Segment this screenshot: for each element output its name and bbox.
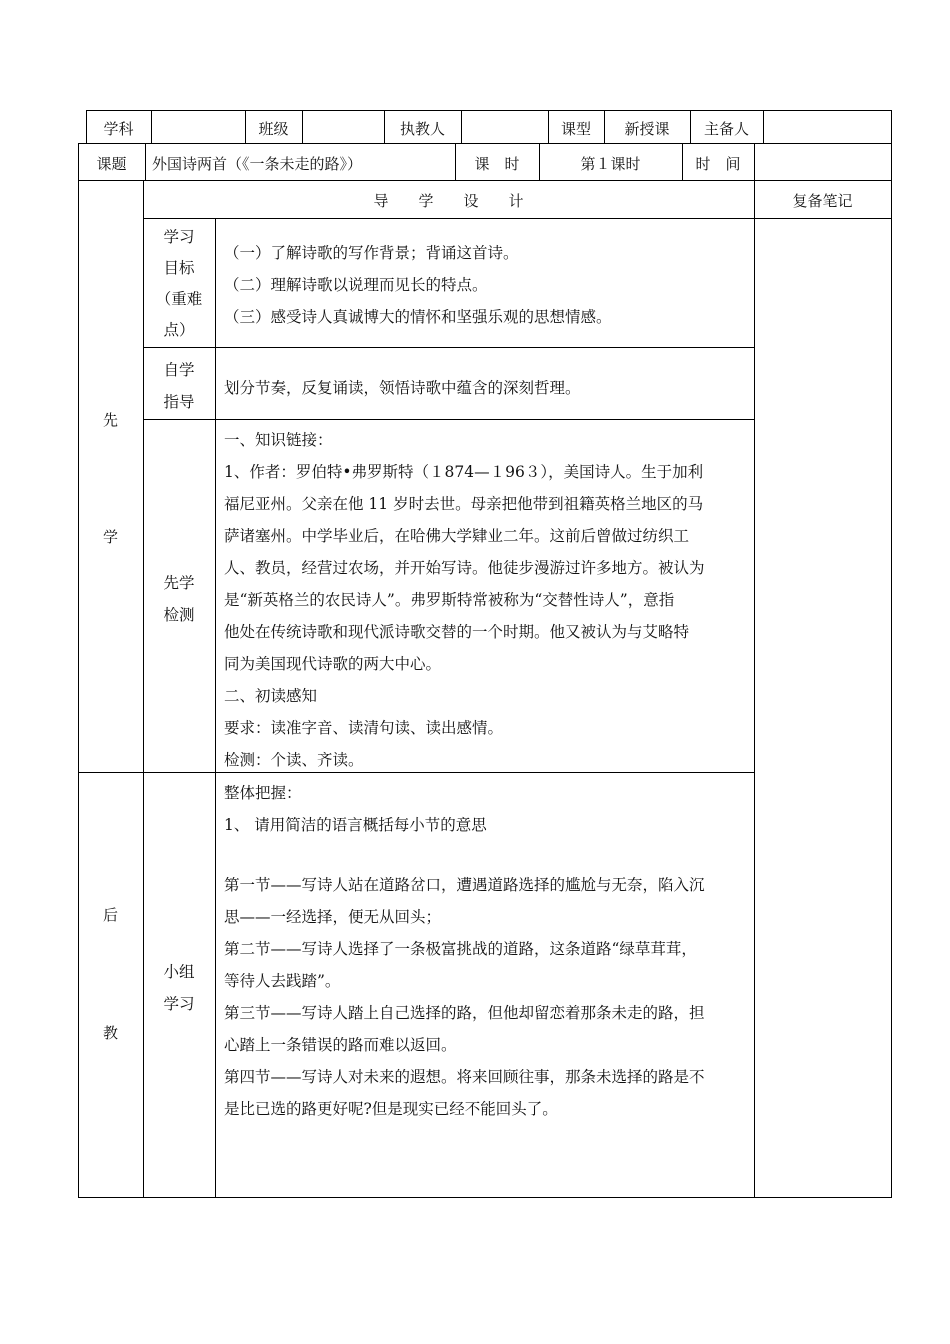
objectives-label: 学习 目标 （重难 点） [155,228,203,339]
sidebar-xian: 先 [102,411,118,429]
period-value: 第１课时 [580,155,641,173]
time-label: 时 间 [695,155,741,173]
teacher-label: 执教人 [399,120,445,138]
text-line: 是“新英格兰的农民诗人”。弗罗斯特常被称为“交替性诗人”，意指 [224,591,675,609]
group-study-intro [224,777,487,841]
group-study-sections [224,869,705,1125]
objectives-list [224,237,612,333]
text-line: 1、 请用简洁的语言概括每小节的意思 [224,816,487,834]
topic-label: 课题 [96,155,127,173]
subject-label: 学科 [103,120,134,138]
text-line: 第四节——写诗人对未来的遐想。将来回顾往事，那条未选择的路是不 [224,1068,705,1086]
text-line: 第三节——写诗人踏上自己选择的路，但他却留恋着那条未走的路，担 [224,1004,705,1022]
period-label: 课 时 [474,155,520,173]
sidebar-jiao: 教 [102,1024,118,1042]
text-line: 要求：读准字音、读清句读、读出感情。 [224,719,504,737]
topic-value: 外国诗两首（《一条未走的路》） [152,155,363,173]
text-line: 等待人去践踏”。 [224,972,341,990]
text-line: 人、教员，经营过农场，并开始写诗。他徒步漫游过许多地方。被认为 [224,559,705,577]
notes-title: 复备笔记 [792,192,853,210]
text-line: 是比已选的路更好呢?但是现实已经不能回头了。 [224,1100,558,1118]
text-line: 他处在传统诗歌和现代派诗歌交替的一个时期。他又被认为与艾略特 [224,623,690,641]
self-study-label: 自学 指导 [163,361,195,411]
text-line: 福尼亚州。父亲在他 11 岁时去世。母亲把他带到祖籍英格兰地区的马 [224,495,704,513]
text-line: 第二节——写诗人选择了一条极富挑战的道路，这条道路“绿草茸茸， [224,940,697,958]
text-line: 心踏上一条错误的路而难以返回。 [224,1036,457,1054]
text-line: 同为美国现代诗歌的两大中心。 [224,655,442,673]
objective-item: （一）了解诗歌的写作背景；背诵这首诗。 [224,244,519,262]
lesson-type-label: 课型 [560,120,591,138]
group-study-label: 小组 学习 [163,963,195,1013]
class-label: 班级 [258,120,289,138]
objective-item: （二）理解诗歌以说理而见长的特点。 [224,276,488,294]
sidebar-hou: 后 [102,906,118,924]
design-title: 导 学 设 计 [373,192,524,210]
self-study-text: 划分节奏，反复诵读，领悟诗歌中蕴含的深刻哲理。 [224,379,581,397]
text-line: 萨诸塞州。中学毕业后，在哈佛大学肄业二年。这前后曾做过纺织工 [224,527,690,545]
text-line: 检测：个读、齐读。 [224,751,364,769]
text-line: 思——一经选择，便无从回头； [224,908,442,926]
sidebar-xue: 学 [102,528,118,546]
text-line: 一、知识链接： [224,431,333,449]
text-line: 第一节——写诗人站在道路岔口，遭遇道路选择的尴尬与无奈，陷入沉 [224,876,705,894]
lead-preparer-label: 主备人 [703,120,749,138]
text-line: 1、作者：罗伯特•弗罗斯特（１874—１96３），美国诗人。生于加利 [224,463,704,481]
objective-item: （三）感受诗人真诚博大的情怀和坚强乐观的思想情感。 [224,308,612,326]
lesson-type-value: 新授课 [624,120,670,138]
text-line: 二、初读感知 [224,687,318,705]
pre-check-content [224,424,705,776]
pre-check-label: 先学 检测 [163,574,195,624]
text-line: 整体把握： [224,784,302,802]
